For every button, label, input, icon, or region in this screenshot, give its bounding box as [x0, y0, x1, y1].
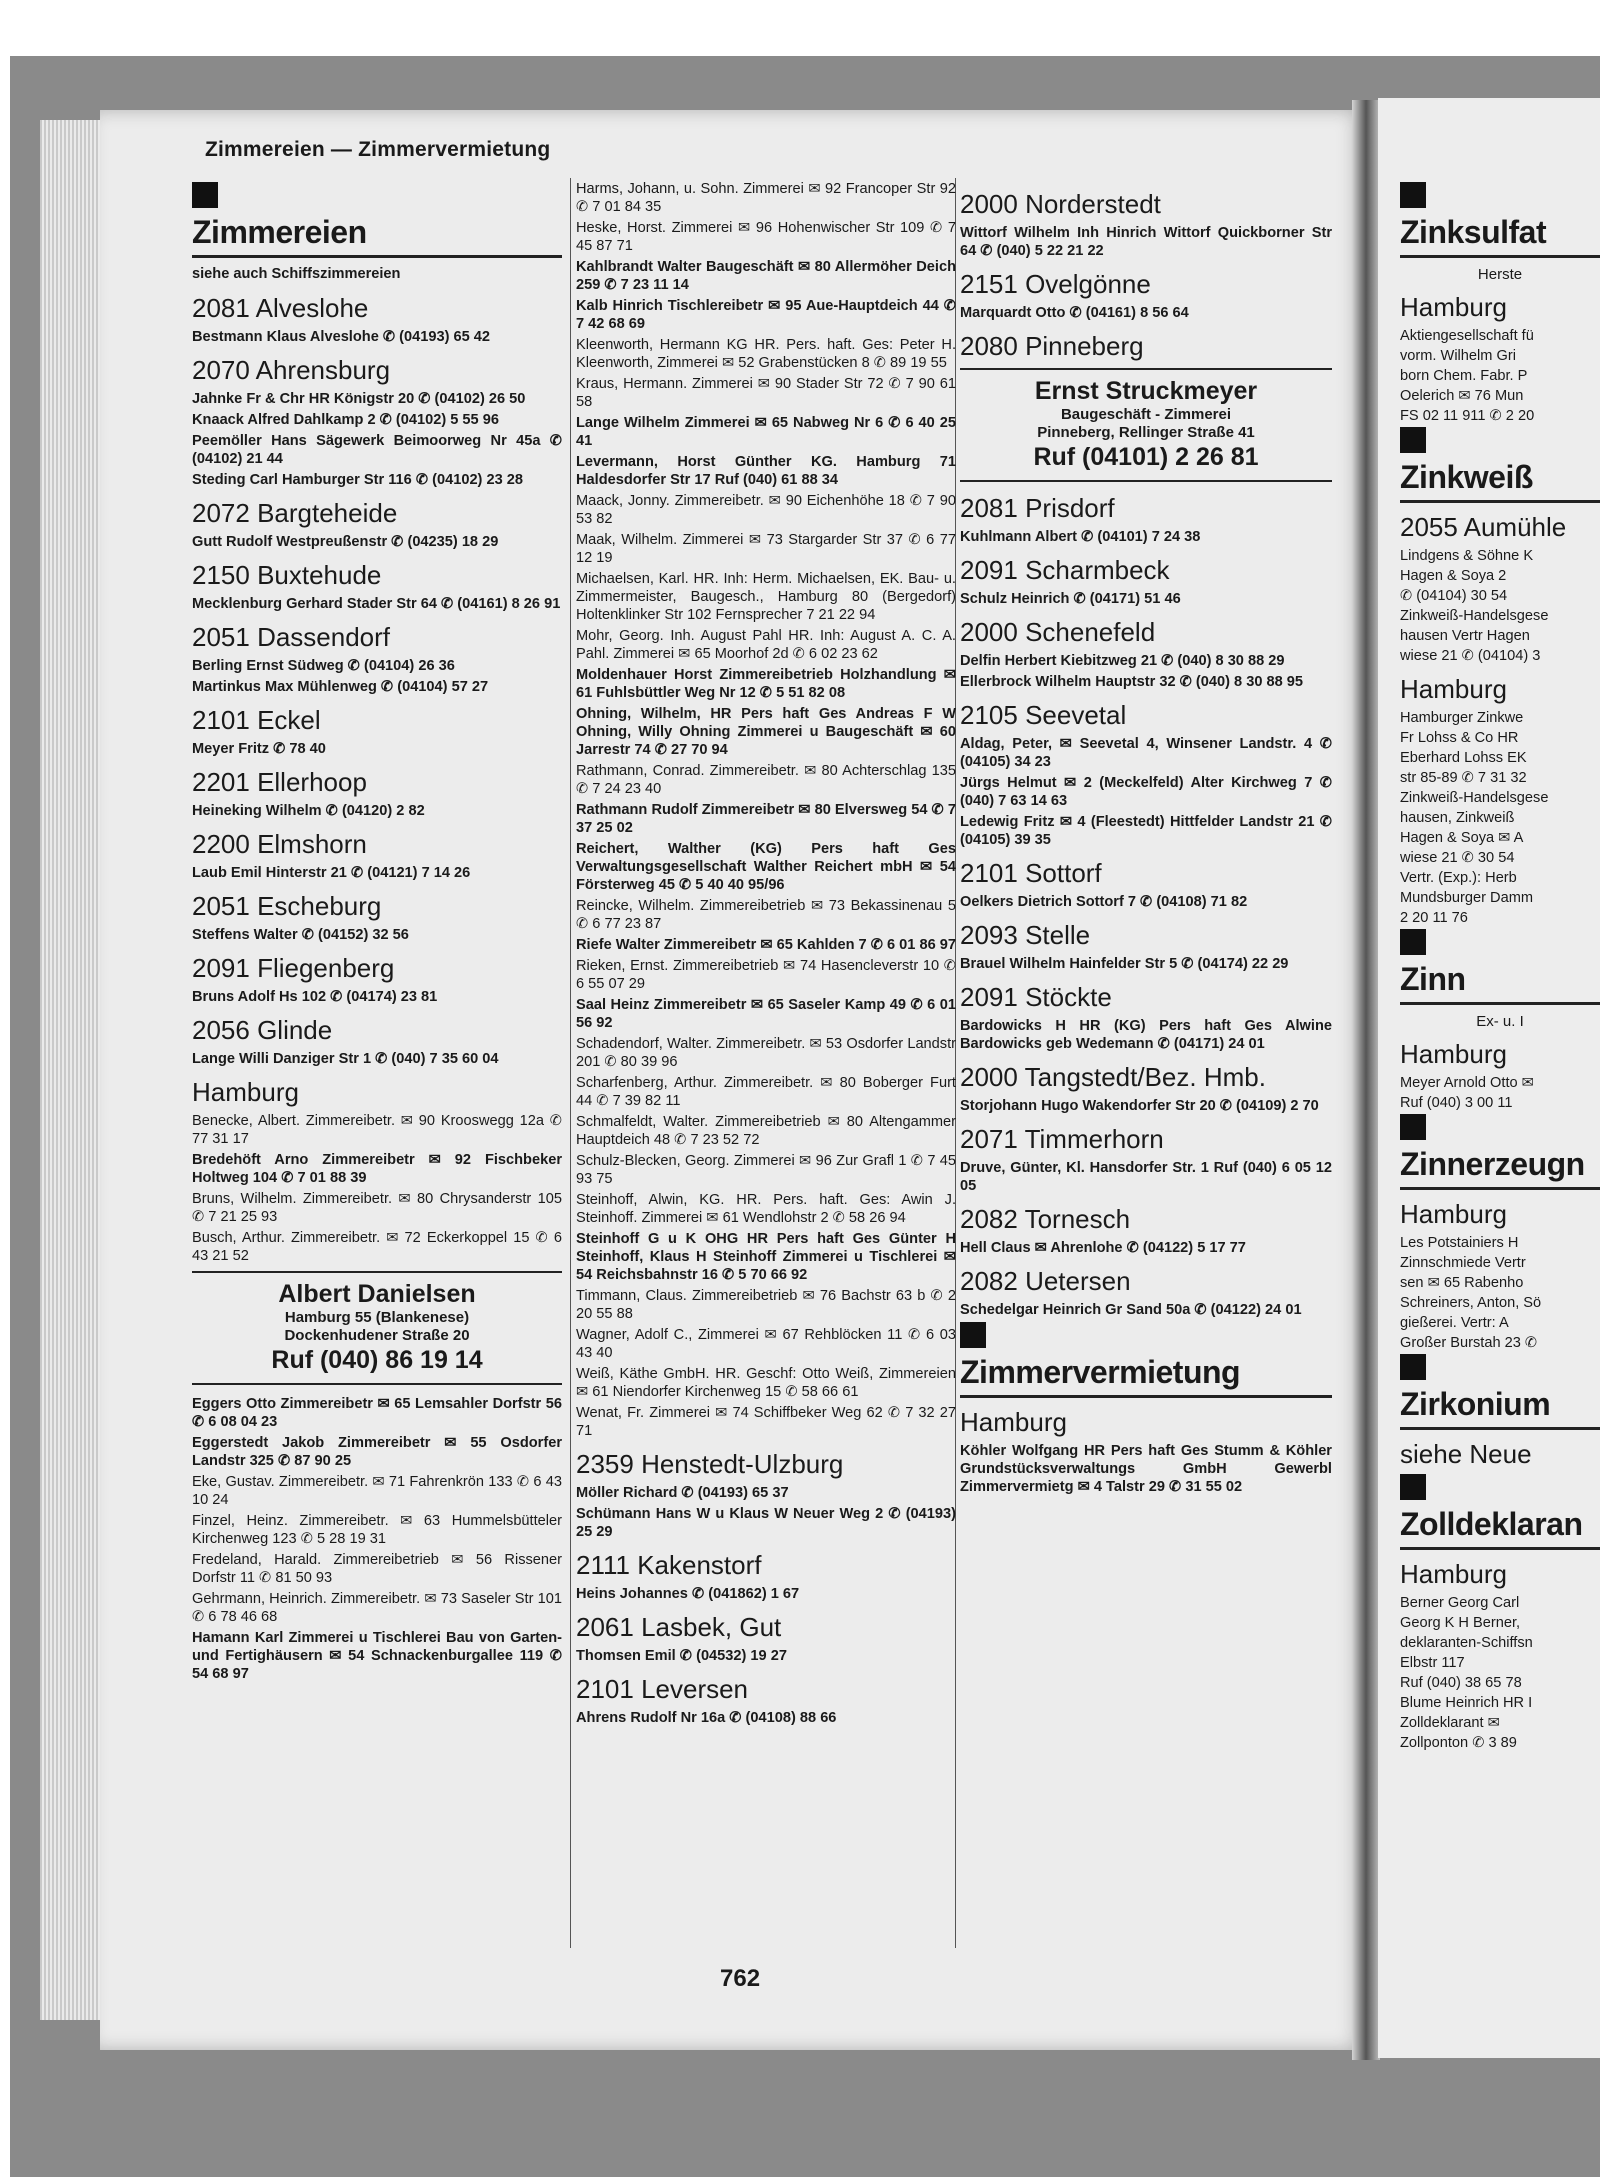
town-heading: 2055 Aumühle — [1400, 512, 1567, 542]
directory-entry: Martinkus Max Mühlenweg ✆ (04104) 57 27 — [192, 679, 489, 695]
directory-entry: Harms, Johann, u. Sohn. Zimmerei ✉ 92 Francoper Str 92 ✆ 7 01 84 35 — [576, 181, 956, 215]
directory-entry: Zollponton ✆ 3 89 — [1400, 1735, 1517, 1751]
directory-entry: Hamann Karl Zimmerei u Tischlerei Bau von Garten- und Fertighäusern ✉ 54 Schnackenburgallee 119 ✆ 54 68 97 — [192, 1630, 562, 1682]
ad-address-line: Dockenhudener Straße 20 — [284, 1327, 470, 1344]
directory-entry: Wenat, Fr. Zimmerei ✉ 74 Schiffbeker Weg 62 ✆ 7 32 27 71 — [576, 1405, 956, 1439]
directory-entry: Michaelsen, Karl. HR. Inh: Herm. Michaelsen, EK. Bau- u. Zimmermeister, Baugesch., Hamburg 80 (Bergedorf) Holtenklinker Str 102 Fernsprecher 7 21 22 94 — [576, 571, 956, 623]
directory-entry: Großer Burstah 23 ✆ — [1400, 1335, 1538, 1351]
directory-entry: Kahlbrandt Walter Baugeschäft ✉ 80 Allermöher Deich 259 ✆ 7 23 11 14 — [576, 259, 956, 293]
directory-entry: Schedelgar Heinrich Gr Sand 50a ✆ (04122) 24 01 — [960, 1302, 1302, 1318]
town-heading: 2000 Tangstedt/Bez. Hmb. — [960, 1062, 1266, 1092]
directory-entry: Gutt Rudolf Westpreußenstr ✆ (04235) 18 29 — [192, 534, 499, 550]
town-heading: 2000 Schenefeld — [960, 617, 1156, 647]
directory-entry: Rathmann, Conrad. Zimmereibetr. ✉ 80 Achterschlag 135 ✆ 7 24 23 40 — [576, 763, 956, 797]
town-heading: 2081 Alveslohe — [192, 293, 369, 323]
directory-entry: Heins Johannes ✆ (041862) 1 67 — [576, 1586, 800, 1602]
directory-entry: Busch, Arthur. Zimmereibetr. ✉ 72 Eckerkoppel 15 ✆ 6 43 21 52 — [192, 1230, 562, 1264]
column-4-partial — [1400, 180, 1600, 1754]
directory-entry: wiese 21 ✆ 30 54 — [1400, 850, 1515, 866]
town-heading: 2071 Timmerhorn — [960, 1124, 1164, 1154]
town-heading: 2061 Lasbek, Gut — [576, 1612, 782, 1642]
town-heading: Hamburg — [1400, 1199, 1507, 1229]
town-heading: Hamburg — [1400, 1559, 1507, 1589]
town-heading: 2080 Pinneberg — [960, 331, 1144, 361]
directory-entry: Elbstr 117 — [1400, 1655, 1465, 1671]
ad-phone-number: Ruf (040) 86 19 14 — [271, 1346, 483, 1374]
directory-entry: Georg K H Berner, — [1400, 1615, 1521, 1631]
advertisement-box — [960, 368, 1332, 482]
town-heading: 2000 Norderstedt — [960, 189, 1161, 219]
town-heading: 2070 Ahrensburg — [192, 355, 391, 385]
directory-entry: Peemöller Hans Sägewerk Beimoorweg Nr 45a ✆ (04102) 21 44 — [192, 433, 562, 467]
section-marker-square — [192, 182, 218, 208]
section-heading-text: Zinn — [1400, 961, 1600, 1005]
directory-entry: Finzel, Heinz. Zimmereibetr. ✉ 63 Hummelsbütteler Kirchenweg 123 ✆ 5 28 19 31 — [192, 1513, 562, 1547]
directory-entry: Wittorf Wilhelm Inh Hinrich Wittorf Quickborner Str 64 ✆ (040) 5 22 21 22 — [960, 225, 1332, 259]
directory-entry: Eggers Otto Zimmereibetr ✉ 65 Lemsahler Dorfstr 56 ✆ 6 08 04 23 — [192, 1396, 562, 1430]
directory-entry: Maak, Wilhelm. Zimmerei ✉ 73 Stargarder Str 37 ✆ 6 77 12 19 — [576, 532, 956, 566]
directory-entry: Rieken, Ernst. Zimmereibetrieb ✉ 74 Hasencleverstr 10 ✆ 6 55 07 29 — [576, 958, 956, 992]
ad-phone-number: Ruf (04101) 2 26 81 — [1033, 443, 1259, 471]
section-marker-square — [1400, 427, 1426, 453]
directory-entry: Berner Georg Carl — [1400, 1595, 1520, 1611]
directory-entry: Ledewig Fritz ✉ 4 (Fleestedt) Hittfelder Landstr 21 ✆ (04105) 39 35 — [960, 814, 1332, 848]
section-heading-text: Zirkonium — [1400, 1386, 1600, 1430]
directory-entry: Laub Emil Hinterstr 21 ✆ (04121) 7 14 26 — [192, 865, 471, 881]
directory-entry: Kuhlmann Albert ✆ (04101) 7 24 38 — [960, 529, 1201, 545]
subheading-text: Ex- u. I — [1476, 1013, 1524, 1030]
directory-entry: Reincke, Wilhelm. Zimmereibetrieb ✉ 73 Bekassinenau 5 ✆ 6 77 23 87 — [576, 898, 956, 932]
section-marker-square — [1400, 929, 1426, 955]
directory-entry: Oelerich ✉ 76 Mun — [1400, 388, 1524, 404]
town-heading: 2105 Seevetal — [960, 700, 1127, 730]
town-heading: 2091 Fliegenberg — [192, 953, 395, 983]
directory-entry: Wagner, Adolf C., Zimmerei ✉ 67 Rehblöcken 11 ✆ 6 03 43 40 — [576, 1327, 956, 1361]
column-2 — [576, 180, 956, 1730]
directory-entry: Druve, Günter, Kl. Hansdorfer Str. 1 Ruf (040) 6 05 12 05 — [960, 1160, 1332, 1194]
town-heading: 2359 Henstedt-Ulzburg — [576, 1449, 844, 1479]
directory-entry: Jahnke Fr & Chr HR Königstr 20 ✆ (04102) 26 50 — [192, 391, 526, 407]
section-heading — [960, 1322, 1332, 1398]
directory-entry: Hagen & Soya 2 — [1400, 568, 1507, 584]
town-heading: Hamburg — [1400, 674, 1507, 704]
town-heading: 2091 Stöckte — [960, 982, 1112, 1012]
town-heading: Hamburg — [1400, 1039, 1507, 1069]
town-heading: Hamburg — [1400, 292, 1507, 322]
section-heading-text: Zinkweiß — [1400, 459, 1600, 503]
directory-entry: Lange Willi Danziger Str 1 ✆ (040) 7 35 60 04 — [192, 1051, 499, 1067]
section-marker-square — [960, 1322, 986, 1348]
directory-entry: Steding Carl Hamburger Str 116 ✆ (04102) 23 28 — [192, 472, 523, 488]
directory-entry: Hell Claus ✉ Ahrenlohe ✆ (04122) 5 17 77 — [960, 1240, 1246, 1256]
column-3 — [960, 180, 1332, 1499]
directory-entry: Benecke, Albert. Zimmereibetr. ✉ 90 Krooswegg 12a ✆ 77 31 17 — [192, 1113, 562, 1147]
town-heading: 2151 Ovelgönne — [960, 269, 1151, 299]
section-marker-square — [1400, 1114, 1426, 1140]
town-heading: Hamburg — [960, 1407, 1067, 1437]
directory-entry: Lange Wilhelm Zimmerei ✉ 65 Nabweg Nr 6 ✆ 6 40 25 41 — [576, 415, 956, 449]
directory-entry: Meyer Arnold Otto ✉ — [1400, 1075, 1534, 1091]
page-number: 762 — [720, 1965, 761, 1992]
directory-entry: Fredeland, Harald. Zimmereibetrieb ✉ 56 Rissener Dorfstr 11 ✆ 81 50 93 — [192, 1552, 562, 1586]
directory-entry: Eberhard Lohss EK — [1400, 750, 1527, 766]
advertisement-box — [192, 1271, 562, 1385]
section-heading — [1400, 1354, 1600, 1430]
town-heading: 2091 Scharmbeck — [960, 555, 1170, 585]
directory-entry: Schmalfeldt, Walter. Zimmereibetrieb ✉ 80 Altengammer Hauptdeich 48 ✆ 7 23 52 72 — [576, 1114, 956, 1148]
section-heading — [1400, 182, 1600, 258]
section-heading — [1400, 929, 1600, 1005]
running-head: Zimmereien — Zimmervermietung — [205, 138, 551, 161]
directory-entry: Oelkers Dietrich Sottorf 7 ✆ (04108) 71 82 — [960, 894, 1248, 910]
directory-entry: hausen Vertr Hagen — [1400, 628, 1530, 644]
town-heading: 2200 Elmshorn — [192, 829, 367, 859]
directory-entry: Rathmann Rudolf Zimmereibetr ✉ 80 Elversweg 54 ✆ 7 37 25 02 — [576, 802, 956, 836]
town-heading: 2101 Leversen — [576, 1674, 749, 1704]
directory-entry: Mohr, Georg. Inh. August Pahl HR. Inh: August A. C. A. Pahl. Zimmerei ✉ 65 Moorhof 2d ✆ 6 02 23 62 — [576, 628, 956, 662]
directory-entry: Schulz-Blecken, Georg. Zimmerei ✉ 96 Zur Grafl 1 ✆ 7 45 93 75 — [576, 1153, 956, 1187]
ad-address-line: Pinneberg, Rellinger Straße 41 — [1037, 424, 1255, 441]
town-heading: 2051 Escheburg — [192, 891, 382, 921]
directory-entry: Bredehöft Arno Zimmereibetr ✉ 92 Fischbeker Holtweg 104 ✆ 7 01 88 39 — [192, 1152, 562, 1186]
directory-entry: Heske, Horst. Zimmerei ✉ 96 Hohenwischer Str 109 ✆ 7 45 87 71 — [576, 220, 956, 254]
directory-entry: Schreiners, Anton, Sö — [1400, 1295, 1542, 1311]
town-heading: 2082 Tornesch — [960, 1204, 1131, 1234]
section-marker-square — [1400, 1474, 1426, 1500]
section-marker-square — [1400, 1354, 1426, 1380]
directory-entry: Hamburger Zinkwe — [1400, 710, 1524, 726]
directory-entry: Eke, Gustav. Zimmereibetr. ✉ 71 Fahrenkrön 133 ✆ 6 43 10 24 — [192, 1474, 562, 1508]
directory-entry: Knaack Alfred Dahlkamp 2 ✆ (04102) 5 55 96 — [192, 412, 499, 428]
directory-entry: Bestmann Klaus Alveslohe ✆ (04193) 65 42 — [192, 329, 491, 345]
directory-entry: sen ✉ 65 Rabenho — [1400, 1275, 1524, 1291]
directory-entry: Eggerstedt Jakob Zimmereibetr ✉ 55 Osdorfer Landstr 325 ✆ 87 90 25 — [192, 1435, 562, 1469]
section-heading — [1400, 427, 1600, 503]
section-heading-text: Zimmereien — [192, 214, 562, 258]
directory-entry: Bruns Adolf Hs 102 ✆ (04174) 23 81 — [192, 989, 438, 1005]
directory-entry: Ohning, Wilhelm, HR Pers haft Ges Andreas F W Ohning, Willy Ohning Zimmerei u Baugeschäft ✉ 60 Jarrestr 74 ✆ 27 70 94 — [576, 706, 956, 758]
directory-entry: Zolldeklarant ✉ — [1400, 1715, 1500, 1731]
town-heading: 2072 Bargteheide — [192, 498, 398, 528]
directory-entry: Steinhoff G u K OHG HR Pers haft Ges Günter H Steinhoff, Klaus H Steinhoff Zimmerei u Tischlerei ✉ 54 Reichsbahnstr 16 ✆ 5 70 66 92 — [576, 1231, 956, 1283]
directory-entry: Berling Ernst Südweg ✆ (04104) 26 36 — [192, 658, 455, 674]
section-heading — [192, 182, 562, 258]
town-heading: 2093 Stelle — [960, 920, 1091, 950]
directory-entry: Heineking Wilhelm ✆ (04120) 2 82 — [192, 803, 425, 819]
subheading-text: Herste — [1477, 266, 1523, 283]
town-heading: 2082 Uetersen — [960, 1266, 1131, 1296]
ad-company-name: Albert Danielsen — [278, 1280, 476, 1308]
ad-address-line: Baugeschäft - Zimmerei — [1060, 406, 1232, 423]
column-1 — [192, 180, 562, 1686]
directory-entry: Fr Lohss & Co HR — [1400, 730, 1519, 746]
directory-entry: deklaranten-Schiffsn — [1400, 1635, 1533, 1651]
town-heading: 2111 Kakenstorf — [576, 1550, 762, 1580]
town-heading: Hamburg — [192, 1077, 299, 1107]
town-heading: 2051 Dassendorf — [192, 622, 391, 652]
directory-entry: Ruf (040) 3 00 11 — [1400, 1095, 1513, 1111]
directory-entry: Zinkweiß-Handelsgese — [1400, 608, 1549, 624]
town-heading: 2101 Sottorf — [960, 858, 1102, 888]
directory-entry: Weiß, Käthe GmbH. HR. Geschf: Otto Weiß, Zimmereien ✉ 61 Niendorfer Kirchenweg 15 ✆ 58 66 61 — [576, 1366, 956, 1400]
directory-entry: Les Potstainiers H — [1400, 1235, 1519, 1251]
directory-entry: Ellerbrock Wilhelm Hauptstr 32 ✆ (040) 8 30 88 95 — [960, 674, 1304, 690]
town-heading: 2056 Glinde — [192, 1015, 333, 1045]
directory-entry: gießerei. Vertr: A — [1400, 1315, 1509, 1331]
directory-entry: Aldag, Peter, ✉ Seevetal 4, Winsener Landstr. 4 ✆ (04105) 34 23 — [960, 736, 1332, 770]
directory-entry: Meyer Fritz ✆ 78 40 — [192, 741, 326, 757]
section-heading — [1400, 1474, 1600, 1550]
directory-entry: Maack, Jonny. Zimmereibetr. ✉ 90 Eichenhöhe 18 ✆ 7 90 53 82 — [576, 493, 956, 527]
directory-entry: Möller Richard ✆ (04193) 65 37 — [576, 1485, 789, 1501]
town-heading: 2201 Ellerhoop — [192, 767, 367, 797]
ad-company-name: Ernst Struckmeyer — [1034, 377, 1258, 405]
cross-reference: siehe auch Schiffszimmereien — [192, 266, 401, 282]
directory-entry: Hagen & Soya ✉ A — [1400, 830, 1524, 846]
directory-entry: Ahrens Rudolf Nr 16a ✆ (04108) 88 66 — [576, 1710, 837, 1726]
directory-entry: Kleenworth, Hermann KG HR. Pers. haft. Ges: Peter H. Kleenworth, Zimmerei ✉ 52 Grabenstücken 8 ✆ 89 19 55 — [576, 337, 956, 371]
directory-entry: Saal Heinz Zimmereibetr ✉ 65 Saseler Kamp 49 ✆ 6 01 56 92 — [576, 997, 956, 1031]
directory-entry: Lindgens & Söhne K — [1400, 548, 1534, 564]
directory-entry: Blume Heinrich HR I — [1400, 1695, 1533, 1711]
directory-entry: ✆ (04104) 30 54 — [1400, 588, 1508, 604]
directory-entry: Bruns, Wilhelm. Zimmereibetr. ✉ 80 Chrysanderstr 105 ✆ 7 21 25 93 — [192, 1191, 562, 1225]
directory-entry: str 85-89 ✆ 7 31 32 — [1400, 770, 1527, 786]
directory-entry: Gehrmann, Heinrich. Zimmereibetr. ✉ 73 Saseler Str 101 ✆ 6 78 46 68 — [192, 1591, 562, 1625]
directory-entry: Schümann Hans W u Klaus W Neuer Weg 2 ✆ (04193) 25 29 — [576, 1506, 956, 1540]
directory-entry: Thomsen Emil ✆ (04532) 19 27 — [576, 1648, 787, 1664]
section-heading — [1400, 1114, 1600, 1190]
directory-entry: Steffens Walter ✆ (04152) 32 56 — [192, 927, 409, 943]
directory-entry: Mundsburger Damm — [1400, 890, 1534, 906]
directory-entry: Aktiengesellschaft fü — [1400, 328, 1534, 344]
directory-entry: Storjohann Hugo Wakendorfer Str 20 ✆ (04109) 2 70 — [960, 1098, 1319, 1114]
directory-entry: Steinhoff, Alwin, KG. HR. Pers. haft. Ges: Awin J. Steinhoff. Zimmerei ✉ 61 Wendlohstr 2 ✆ 58 26 94 — [576, 1192, 956, 1226]
town-heading: 2081 Prisdorf — [960, 493, 1115, 523]
column-rule — [570, 178, 571, 1948]
directory-entry: Zinkweiß-Handelsgese — [1400, 790, 1549, 806]
book-gutter — [1352, 100, 1380, 2060]
directory-entry: wiese 21 ✆ (04104) 3 — [1400, 648, 1541, 664]
directory-entry: Schulz Heinrich ✆ (04171) 51 46 — [960, 591, 1181, 607]
directory-entry: Jürgs Helmut ✉ 2 (Meckelfeld) Alter Kirchweg 7 ✆ (040) 7 63 14 63 — [960, 775, 1332, 809]
directory-entry: Köhler Wolfgang HR Pers haft Ges Stumm & Köhler Grundstücksverwaltungs GmbH Gewerbl Zimmervermietg ✉ 4 Talstr 29 ✆ 31 55 02 — [960, 1443, 1332, 1495]
directory-entry: Ruf (040) 38 65 78 — [1400, 1675, 1522, 1691]
section-heading-text: Zinksulfat — [1400, 214, 1600, 258]
directory-entry: Vertr. (Exp.): Herb — [1400, 870, 1517, 886]
section-heading-text: Zolldeklaran — [1400, 1506, 1600, 1550]
directory-entry: Timmann, Claus. Zimmereibetrieb ✉ 76 Bachstr 63 b ✆ 2 20 55 88 — [576, 1288, 956, 1322]
town-heading: siehe Neue — [1400, 1439, 1532, 1469]
directory-entry: Levermann, Horst Günther KG. Hamburg 71 Haldesdorfer Str 17 Ruf (040) 61 88 34 — [576, 454, 956, 488]
directory-entry: Brauel Wilhelm Hainfelder Str 5 ✆ (04174) 22 29 — [960, 956, 1289, 972]
directory-entry: Kalb Hinrich Tischlereibetr ✉ 95 Aue-Hauptdeich 44 ✆ 7 42 68 69 — [576, 298, 956, 332]
town-heading: 2150 Buxtehude — [192, 560, 382, 590]
directory-entry: Mecklenburg Gerhard Stader Str 64 ✆ (04161) 8 26 91 — [192, 596, 561, 612]
directory-entry: Zinnschmiede Vertr — [1400, 1255, 1526, 1271]
directory-entry: Bardowicks H HR (KG) Pers haft Ges Alwine Bardowicks geb Wedemann ✆ (04171) 24 01 — [960, 1018, 1332, 1052]
section-heading-text: Zimmervermietung — [960, 1354, 1332, 1398]
directory-entry: Reichert, Walther (KG) Pers haft Ges Verwaltungsgesellschaft Walther Reichert mbH ✉ 54 Försterweg 45 ✆ 5 40 40 95/96 — [576, 841, 956, 893]
directory-entry: FS 02 11 911 ✆ 2 20 — [1400, 408, 1535, 424]
ad-address-line: Hamburg 55 (Blankenese) — [284, 1309, 470, 1326]
town-heading: 2101 Eckel — [192, 705, 321, 735]
directory-entry: 2 20 11 76 — [1400, 910, 1468, 926]
directory-entry: Riefe Walter Zimmereibetr ✉ 65 Kahlden 7 ✆ 6 01 86 97 — [576, 937, 956, 953]
directory-entry: hausen, Zinkweiß — [1400, 810, 1515, 826]
directory-entry: Marquardt Otto ✆ (04161) 8 56 64 — [960, 305, 1189, 321]
section-heading-text: Zinnerzeugn — [1400, 1146, 1600, 1190]
directory-entry: Delfin Herbert Kiebitzweg 21 ✆ (040) 8 30 88 29 — [960, 653, 1285, 669]
directory-entry: vorm. Wilhelm Gri — [1400, 348, 1516, 364]
directory-entry: Kraus, Hermann. Zimmerei ✉ 90 Stader Str 72 ✆ 7 90 61 58 — [576, 376, 956, 410]
directory-entry: Schadendorf, Walter. Zimmereibetr. ✉ 53 Osdorfer Landstr 201 ✆ 80 39 96 — [576, 1036, 956, 1070]
directory-entry: Moldenhauer Horst Zimmereibetrieb Holzhandlung ✉ 61 Fuhlsbüttler Weg Nr 12 ✆ 5 51 82 08 — [576, 667, 956, 701]
section-marker-square — [1400, 182, 1426, 208]
directory-entry: born Chem. Fabr. P — [1400, 368, 1528, 384]
directory-entry: Scharfenberg, Arthur. Zimmereibetr. ✉ 80 Boberger Furt 44 ✆ 7 39 82 11 — [576, 1075, 956, 1109]
